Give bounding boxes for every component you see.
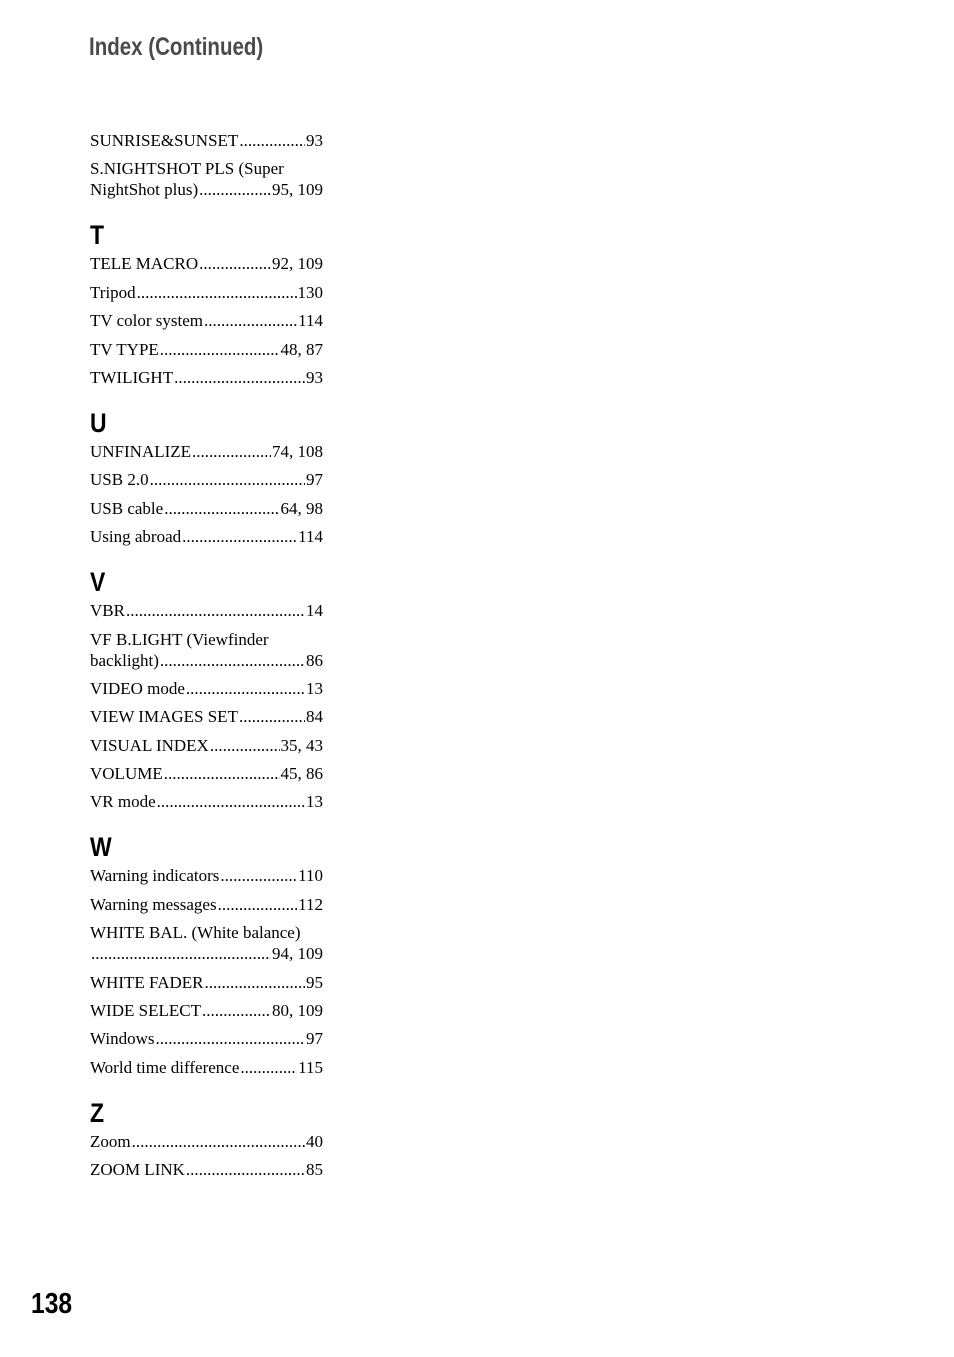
entry-term: SUNRISE&SUNSET [90,131,239,150]
entry-pages: 95 [306,972,323,992]
entry-term: VISUAL INDEX [90,735,209,755]
index-entry [90,894,323,915]
dot-leader [164,763,280,784]
entry-pages: 114 [298,527,323,547]
index-entry [90,441,323,462]
index-entry [90,253,323,274]
entry-term: Warning indicators [90,866,220,886]
entry-term: Using abroad [90,527,182,547]
entry-pages: 35, 43 [280,735,323,755]
entry-term: WIDE SELECT [90,1001,201,1021]
entry-term: USB 2.0 [90,470,149,490]
entry-term: VBR [90,601,125,621]
index-entry [90,282,323,303]
entry-term: VIEW IMAGES SET [90,707,238,727]
section-letter-v: V [90,567,106,598]
dot-leader [192,441,271,462]
index-entry [90,1131,323,1152]
index-entry [90,498,323,519]
entry-term: World time difference [90,1057,240,1077]
dot-leader [186,678,305,699]
entry-pages: 95, 109 [272,180,323,200]
entry-pages: 84 [306,707,323,727]
dot-leader [199,253,271,274]
entry-term-continued: NightShot plus) [90,180,199,200]
entry-pages: 97 [306,1029,323,1049]
index-entry [90,678,323,699]
index-entry [90,1159,323,1180]
entry-pages: 110 [298,866,323,886]
dot-leader [160,339,280,360]
entry-term: USB cable [90,498,164,518]
entry-pages: 64, 98 [280,498,323,518]
entry-pages: 13 [306,792,323,812]
section-letter-w: W [90,832,112,863]
entry-term: Tripod [90,282,136,302]
dot-leader [204,972,305,993]
entry-pages: 13 [306,678,323,698]
entry-pages: 40 [306,1131,323,1151]
index-entry [90,1057,323,1078]
index-entry [90,629,323,671]
entry-term: WHITE BAL. (White balance) [90,923,301,943]
entry-term: VF B.LIGHT (Viewfinder [90,629,269,649]
index-entry [90,339,323,360]
dot-leader [160,650,305,671]
dot-leader [220,865,297,886]
index-entry [90,972,323,993]
index-entry [90,706,323,727]
entry-term: TV color system [90,311,204,331]
dot-leader [182,526,297,547]
section-letter-u: U [90,407,107,438]
dot-leader [218,894,298,915]
section-letter-t: T [90,220,105,251]
index-entry [90,130,323,151]
entry-term: VOLUME [90,764,163,784]
entry-term: TELE MACRO [90,254,199,274]
entry-term: Zoom [90,1131,131,1151]
entry-term: WHITE FADER [90,972,204,992]
dot-leader [202,1000,271,1021]
entry-pages: 45, 86 [280,764,323,784]
dot-leader [126,600,305,621]
index-entry [90,922,323,964]
entry-term: S.NIGHTSHOT PLS (Super [90,159,284,179]
entry-term-continued: backlight) [90,650,159,670]
entry-pages: 130 [297,282,323,302]
index-entry [90,600,323,621]
index-entry [90,865,323,886]
index-entry [90,310,323,331]
entry-term: TWILIGHT [90,367,174,387]
dot-leader [157,791,305,812]
entry-pages: 115 [298,1057,323,1077]
dot-leader [199,179,271,200]
entry-pages: 93 [306,131,323,150]
dot-leader [210,735,280,756]
index-column [90,130,323,1188]
entry-pages: 94, 109 [272,944,323,964]
entry-pages: 112 [298,894,323,914]
entry-pages: 14 [306,601,323,621]
entry-term: TV TYPE [90,339,159,359]
entry-pages: 92, 109 [272,254,323,274]
entry-term: Warning messages [90,894,217,914]
index-entry [90,367,323,388]
dot-leader [150,469,305,490]
index-entry [90,1000,323,1021]
entry-pages: 97 [306,470,323,490]
entry-pages: 48, 87 [280,339,323,359]
entry-pages: 114 [298,311,323,331]
dot-leader [186,1159,305,1180]
dot-leader [204,310,297,331]
dot-leader [239,706,305,727]
dot-leader [174,367,305,388]
index-entry [90,763,323,784]
index-entry [90,1028,323,1049]
index-entry [90,735,323,756]
entry-term: Windows [90,1029,155,1049]
section-letter-z: Z [90,1097,105,1128]
dot-leader [137,282,297,303]
index-entry [90,526,323,547]
index-entry [90,158,323,200]
entry-term: VIDEO mode [90,678,185,698]
dot-leader [164,498,279,519]
entry-pages: 74, 108 [272,441,323,461]
page-number: 138 [31,1288,73,1320]
entry-pages: 86 [306,650,323,670]
index-entry [90,469,323,490]
dot-leader [91,943,271,964]
page-title: Index (Continued) [89,33,264,61]
entry-term: VR mode [90,792,156,812]
entry-term: ZOOM LINK [90,1160,185,1180]
dot-leader [155,1028,305,1049]
entry-pages: 85 [306,1160,323,1180]
entry-term: UNFINALIZE [90,441,192,461]
index-entry [90,791,323,812]
dot-leader [240,1057,297,1078]
dot-leader [132,1131,305,1152]
entry-pages: 93 [306,367,323,387]
entry-pages: 80, 109 [272,1001,323,1021]
dot-leader [239,130,305,151]
